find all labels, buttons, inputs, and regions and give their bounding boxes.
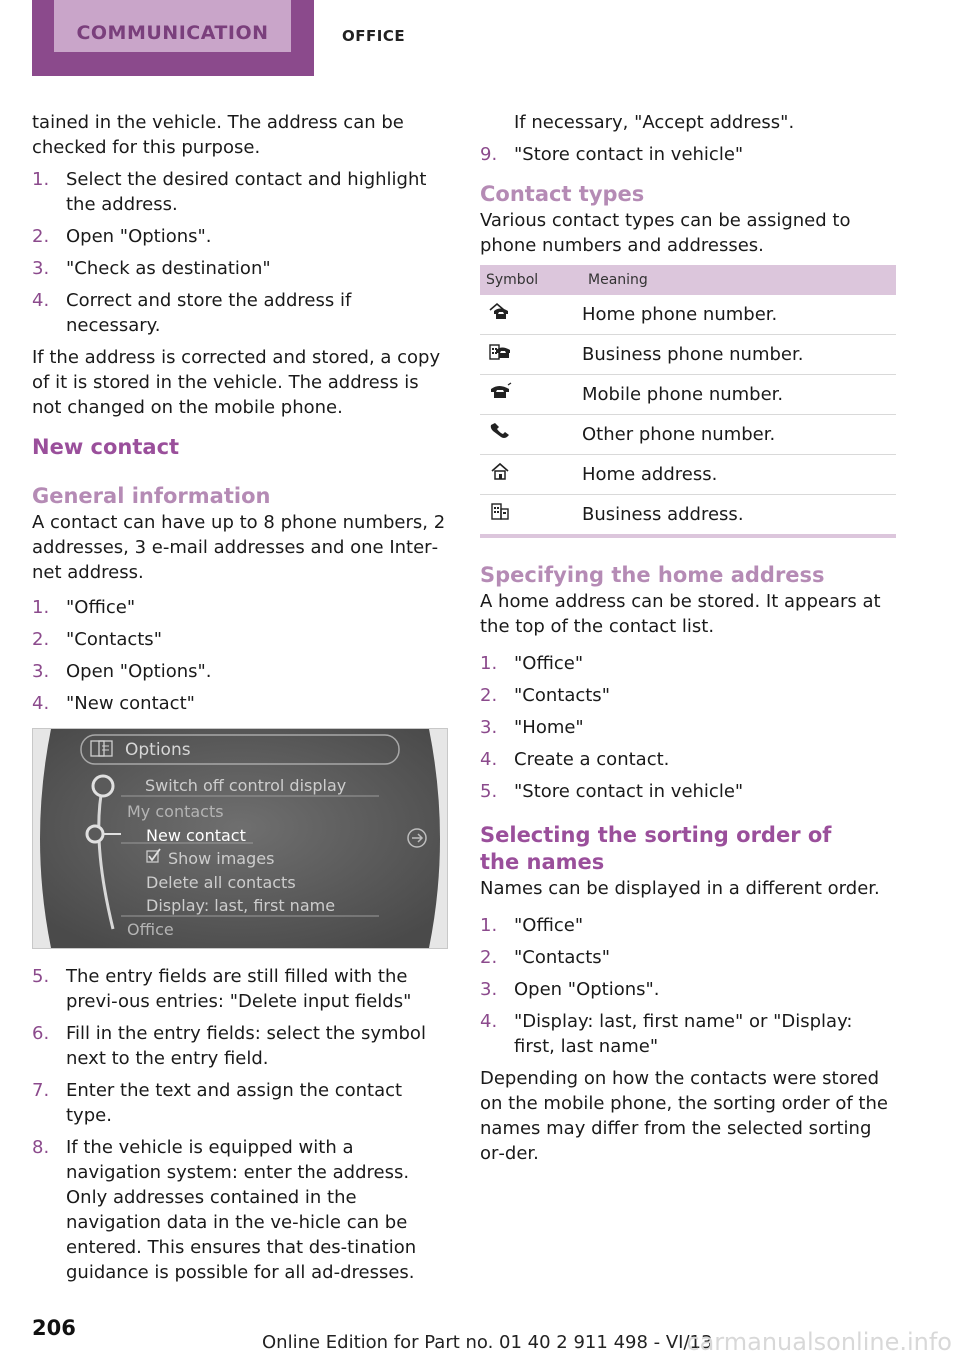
list-item: 3. "Home" (480, 717, 584, 738)
corrected-text: If the address is corrected and stored, a copy of it is stored in the vehicle. The address is not changed on the mobile phone. (32, 347, 441, 418)
table-row (480, 415, 896, 455)
list-item: 2. "Contacts" (32, 629, 162, 650)
list-item: 9. "Store contact in vehicle" (480, 144, 744, 165)
heading-sorting-order: Selecting the sorting order of the names (480, 823, 832, 874)
screen-item-delete-all: Delete all contacts (146, 873, 296, 892)
contact-type-meaning: Business address. (582, 495, 896, 537)
list-item: 4. Correct and store the address if necessary. (32, 290, 352, 336)
contact-types-table (480, 265, 896, 538)
list-item: 2. Open "Options". (32, 226, 212, 247)
heading-home-address: Specifying the home address (480, 563, 825, 587)
left-column (32, 110, 448, 1292)
heading-general-information: General information (32, 484, 271, 508)
list-item: 6. Fill in the entry fields: select the symbol next to the entry field. (32, 1023, 426, 1069)
contact-type-meaning: Business phone number. (582, 335, 896, 375)
home-steps-list (480, 651, 896, 804)
screen-item-new-contact: New contact (146, 826, 246, 845)
home-address-text: A home address can be stored. It appears at the top of the contact list. (480, 591, 881, 637)
list-item: 1. "Office" (480, 915, 584, 936)
screen-item-my-contacts: My contacts (127, 802, 224, 821)
contact-type-meaning: Mobile phone number. (582, 375, 896, 415)
column-header-symbol: Symbol (480, 265, 582, 295)
list-item: 3. Open "Options". (32, 661, 212, 682)
edition-footer: Online Edition for Part no. 01 40 2 911 498 - VI/13 (262, 1332, 713, 1353)
list-item: 4. "Display: last, first name" or "Display: first, last name" (480, 1011, 853, 1057)
watermark: carmanualsonline.info (686, 1328, 952, 1356)
column-header-meaning: Meaning (582, 265, 896, 295)
entry-steps-list (32, 964, 448, 1285)
table-header-row (480, 265, 896, 295)
section-tab-inner (54, 0, 291, 52)
screen-item-office: Office (127, 920, 174, 939)
list-item: 5. "Store contact in vehicle" (480, 781, 744, 802)
new-contact-steps-list (32, 595, 448, 716)
control-display-image (33, 729, 447, 948)
list-item: 8. If the vehicle is equipped with a navigation system: enter the address. Only addresses contained in the navigation data in the ve‐hicle can be entered. This ensures that des‐tination guidance is possible for all ad‐dresses. (32, 1137, 417, 1283)
screen-title: Options (125, 740, 191, 760)
sorting-steps-list (480, 913, 896, 1059)
list-item: 3. Open "Options". (480, 979, 660, 1000)
page-number: 206 (32, 1316, 76, 1340)
table-row (480, 455, 896, 495)
screen-item-switch-off: Switch off control display (145, 776, 347, 795)
screen-item-display-order: Display: last, first name (146, 896, 336, 915)
business-address-icon (488, 502, 512, 520)
list-item: 7. Enter the text and assign the contact type. (32, 1080, 403, 1126)
closing-text: Depending on how the contacts were stored on the mobile phone, the sorting order of the names may differ from the selected sorting or‐der. (480, 1068, 888, 1164)
accept-address-text: If necessary, "Accept address". (514, 112, 795, 133)
types-text: Various contact types can be assigned to phone numbers and addresses. (480, 210, 851, 256)
section-tab-label: COMMUNICATION (76, 22, 269, 44)
table-row (480, 295, 896, 335)
mobile-phone-icon (488, 382, 512, 400)
business-phone-icon (488, 342, 512, 360)
table-row (480, 495, 896, 537)
check-steps-list (32, 167, 448, 338)
page-tab-office: OFFICE (342, 27, 406, 45)
general-text: A contact can have up to 8 phone numbers, 2 addresses, 3 e-mail addresses and one Inter‐net address. (32, 512, 446, 583)
list-item: 2. "Contacts" (480, 947, 610, 968)
other-phone-icon (488, 422, 512, 440)
table-row (480, 375, 896, 415)
contact-type-meaning: Home phone number. (582, 295, 896, 335)
home-address-icon (488, 462, 512, 480)
table-row (480, 335, 896, 375)
right-column (480, 110, 896, 1173)
list-item: 3. "Check as destination" (32, 258, 271, 279)
sorting-text: Names can be displayed in a different order. (480, 878, 880, 899)
section-tab-communication (32, 0, 314, 76)
screen-item-show-images: Show images (168, 849, 275, 868)
heading-contact-types: Contact types (480, 182, 645, 206)
list-item: 4. Create a contact. (480, 749, 670, 770)
home-phone-icon (488, 302, 512, 320)
list-item: 5. The entry fields are still filled with the previ‐ous entries: "Delete input fields" (32, 966, 412, 1012)
intro-text: tained in the vehicle. The address can be checked for this purpose. (32, 112, 404, 158)
list-item: 1. "Office" (32, 597, 136, 618)
list-item: 1. "Office" (480, 653, 584, 674)
control-display-screenshot (32, 728, 448, 949)
heading-new-contact: New contact (32, 435, 180, 459)
contact-type-meaning: Other phone number. (582, 415, 896, 455)
list-item: 4. "New contact" (32, 693, 195, 714)
contact-type-meaning: Home address. (582, 455, 896, 495)
store-step-list (480, 142, 896, 167)
list-item: 1. Select the desired contact and highlight the address. (32, 169, 427, 215)
list-item: 2. "Contacts" (480, 685, 610, 706)
